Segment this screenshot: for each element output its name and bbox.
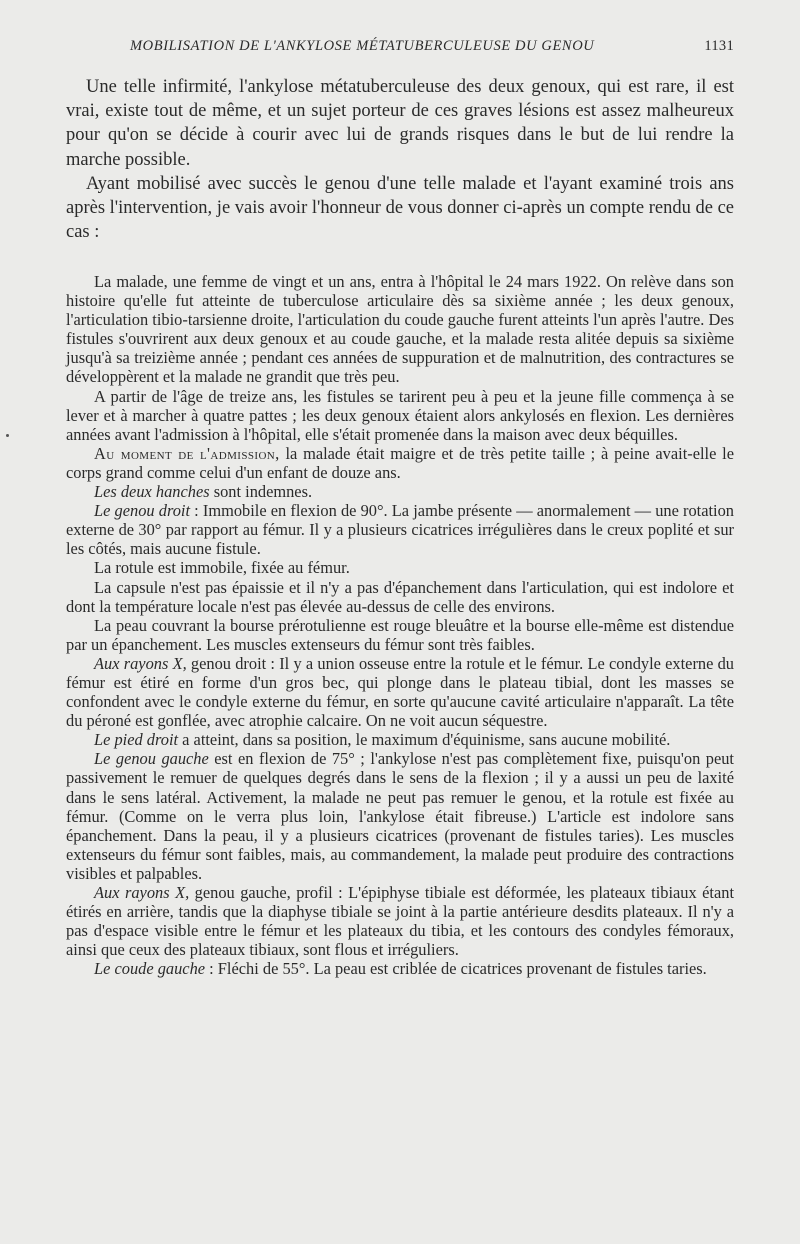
- intro-section: [66, 75, 734, 244]
- section-lead: Les deux hanches: [94, 482, 210, 502]
- running-header: [130, 38, 734, 55]
- running-title: MOBILISATION DE L'ANKYLOSE MÉTATUBERCULEUSE DU GENOU: [130, 38, 595, 54]
- section-lead: Le pied droit: [94, 730, 179, 750]
- case-paragraph: La rotule est immobile, fixée au fémur.: [94, 558, 350, 578]
- paragraph-text: la malade était maigre et de très petite taille ; à peine avait-elle le corps grand comme celui d'un enfant de douze ans.: [66, 443, 735, 482]
- case-paragraph: A partir de l'âge de treize ans, les fistules se tarirent peu à peu et la jeune fille commença à se lever et à marcher à quatre pattes ; les deux genoux étaient alors ankylosés en flexion. Les dernières années avant l'admission à l'hôpital, elle s'était promenée dans la maison avec deux béquilles.: [66, 386, 734, 444]
- section-lead: Le genou droit: [94, 501, 191, 521]
- case-paragraph: [66, 730, 734, 749]
- case-paragraph: [66, 654, 734, 730]
- paragraph-text: : Immobile en flexion de 90°. La jambe présente — anormalement — une rotation externe de 30° par rapport au fémur. Il y a plusieurs cicatrices irrégulières dans le creux poplité et sur les côtés, mais aucune fistule.: [66, 501, 734, 559]
- paragraph-text: genou droit : Il y a union osseuse entre la rotule et le fémur. Le condyle externe du fémur est étiré en forme d'un gros bec, qui plonge dans le plateau tibial, dont les masses se confondent avec le condyle externe du fémur, en sorte qu'aucune cavité articulaire n'apparaît. La tête du péroné est gonflée, avec atrophie calcaire. On ne voit aucun séquestre.: [66, 653, 735, 731]
- section-lead: Aux rayons X,: [94, 883, 190, 902]
- section-lead: Le genou gauche: [94, 749, 209, 769]
- paragraph-text: est en flexion de 75° ; l'ankylose n'est pas complètement fixe, puisqu'on peut passivement le remuer de quelques degrés dans le sens de la flexion ; il y a aussi un peu de laxité dans le sens latéral. Activement, la malade ne peut pas remuer le genou, et la rotule est fixée au fémur. (Comme on le verra plus loin, l'ankylose était fibreuse.) L'article est indolore sans épanchement. Dans la peau, il y a plusieurs cicatrices (provenant de fistules taries). Les muscles extenseurs du fémur sont faibles, mais, au commandement, la malade peut produire des contractions visibles et palpables.: [66, 749, 734, 883]
- case-paragraph: La peau couvrant la bourse prérotulienne est rouge bleuâtre et la bourse elle-même est distendue par un épanchement. Les muscles extenseurs du fémur sont très faibles.: [66, 615, 734, 654]
- case-paragraph: [66, 883, 734, 959]
- section-lead: Le coude gauche: [94, 959, 206, 979]
- paragraph-text: genou gauche, profil : L'épiphyse tibiale est déformée, les plateaux tibiaux étant étirés en arrière, tandis que la diaphyse tibiale se joint à la partie antérieure desdits plateaux. Il n'y a pas d'espace visible entre le fémur et les plateaux du tibia, et les contours des condyles fémoraux, ainsi que ceux des plateaux tibiaux, sont flous et irréguliers.: [66, 883, 735, 960]
- margin-mark: [6, 434, 9, 437]
- intro-paragraph: Une telle infirmité, l'ankylose métatuberculeuse des deux genoux, qui est rare, il est vrai, existe tout de même, et un sujet porteur de ces graves lésions est assez malheureux pour qu'on se décide à courir avec lui de grands risques dans le but de lui rendre la marche possible.: [66, 77, 734, 170]
- case-paragraph: [66, 749, 734, 883]
- case-paragraph: La capsule n'est pas épaissie et il n'y a pas d'épanchement dans l'articulation, qui est indolore et dont la température locale n'est pas élevée au-dessus de celle des environs.: [66, 577, 734, 616]
- case-report: [66, 272, 734, 978]
- paragraph-text: sont indemnes.: [209, 482, 313, 502]
- case-paragraph: [66, 444, 734, 482]
- case-paragraph: [66, 959, 734, 978]
- page-number: 1131: [704, 38, 734, 54]
- paragraph-text: a atteint, dans sa position, le maximum d'équinisme, sans aucune mobilité.: [178, 730, 671, 750]
- case-paragraph: [66, 501, 734, 558]
- paragraph-text: : Fléchi de 55°. La peau est criblée de cicatrices provenant de fistules taries.: [205, 959, 707, 979]
- section-lead: Au moment de l'admission,: [94, 443, 280, 463]
- intro-paragraph: Ayant mobilisé avec succès le genou d'une telle malade et l'ayant examiné trois ans après l'intervention, je vais avoir l'honneur de vous donner ci-après un compte rendu de ce cas :: [66, 173, 734, 243]
- case-paragraph: La malade, une femme de vingt et un ans, entra à l'hôpital le 24 mars 1922. On relève dans son histoire qu'elle fut atteinte de tuberculose articulaire dès sa sixième année ; les deux genoux, l'articulation tibio-tarsienne droite, l'articulation du coude gauche furent atteints l'un après l'autre. Des fistules s'ouvrirent aux deux genoux et au coude gauche, et la malade resta alitée depuis sa sixième jusqu'à sa treizième année ; pendant ces années de suppuration et de malnutrition, des contractures se développèrent et la malade ne grandit que très peu.: [66, 272, 734, 387]
- case-paragraph: [66, 482, 734, 501]
- section-lead: Aux rayons X,: [94, 653, 187, 673]
